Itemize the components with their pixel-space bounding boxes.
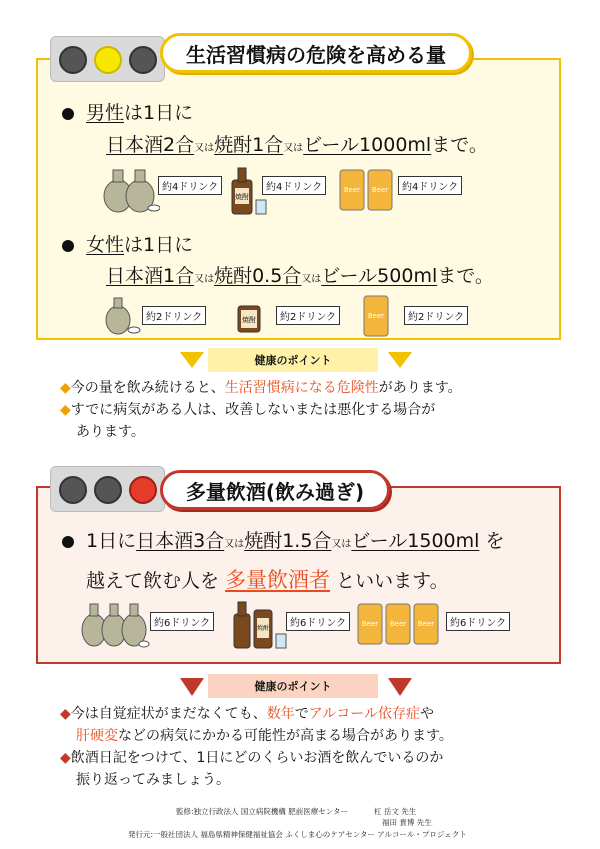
footer-supervisor: 監修:独立行政法人 国立病院機構 肥前医療センター: [176, 807, 348, 816]
diamond-icon: ◆: [60, 380, 71, 396]
heavy-drinking-definition: 越えて飲む人を 多量飲酒者 といいます。: [86, 568, 449, 592]
bullet-icon: [62, 536, 74, 548]
drink-count-label: 約6ドリンク: [446, 612, 510, 631]
svg-text:焼酎: 焼酎: [235, 193, 249, 201]
bullet-icon: [62, 108, 74, 120]
male-heading: [62, 98, 193, 125]
heavy-drinking-limit: 1日に日本酒3合又は焼酎1.5合又はビール1500ml を: [62, 526, 504, 553]
shochu-bottle-icon: [232, 596, 292, 652]
traffic-light-yellow-icon: [50, 36, 165, 82]
svg-text:Beer: Beer: [389, 620, 407, 628]
footer-doctor: 杠 岳文 先生: [374, 807, 417, 816]
point-text: ◆すでに病気がある人は、改善しないまたは悪化する場合が: [60, 402, 436, 418]
point-text: ◆今の量を飲み続けると、生活習慣病になる危険性があります。: [60, 380, 462, 396]
drink-count-label: 約6ドリンク: [150, 612, 214, 631]
female-label: 女性: [86, 234, 125, 256]
svg-text:焼酎: 焼酎: [256, 625, 270, 632]
beer-can-icon: [356, 602, 442, 648]
shochu-bottle-icon: [236, 300, 276, 336]
health-point-label: 健康のポイント: [208, 348, 378, 372]
female-heading: [62, 230, 193, 257]
svg-text:Beer: Beer: [367, 312, 385, 320]
footer-publisher: 発行元:一般社団法人 福島県精神保健福祉協会 ふくしま心のケアセンター アルコール・プロジェクト: [128, 830, 467, 839]
beer-can-icon: [338, 166, 396, 214]
point-text: 振り返ってみましょう。: [76, 772, 230, 788]
drink-count-label: 約4ドリンク: [158, 176, 222, 195]
female-shochu: 焼酎0.5合: [214, 265, 302, 287]
male-suffix: は1日に: [124, 102, 194, 124]
section2-title: 多量飲酒(飲み過ぎ): [160, 470, 390, 510]
point-text: 肝硬変などの病気にかかる可能性が高まる場合があります。: [76, 728, 453, 744]
traffic-light-red-icon: [50, 466, 165, 512]
arrow-down-icon: [388, 352, 412, 368]
svg-text:Beer: Beer: [417, 620, 435, 628]
point-text: ◆飲酒日記をつけて、1日にどのくらいお酒を飲んでいるのか: [60, 750, 444, 766]
bullet-icon: [62, 240, 74, 252]
male-limit: 日本酒2合又は焼酎1合又はビール1000mlまで。: [106, 134, 488, 156]
arrow-down-icon: [388, 678, 412, 696]
heavy-drinker-term: 多量飲酒者: [225, 568, 331, 592]
sake-bottle-icon: [80, 598, 150, 650]
female-suffix: は1日に: [124, 234, 194, 256]
health-point-label: 健康のポイント: [208, 674, 378, 698]
male-beer: ビール1000ml: [303, 134, 432, 156]
drink-count-label: 約2ドリンク: [404, 306, 468, 325]
footer-doctor: 福田 貴博 先生: [382, 818, 432, 827]
beer-can-icon: [362, 294, 392, 338]
point-text: あります。: [76, 424, 145, 440]
svg-text:焼酎: 焼酎: [242, 316, 256, 324]
female-sake: 日本酒1合: [106, 265, 195, 287]
drink-count-label: 約4ドリンク: [262, 176, 326, 195]
diamond-icon: ◆: [60, 750, 71, 766]
point-text: ◆今は自覚症状がまだなくても、数年でアルコール依存症や: [60, 706, 434, 722]
drink-count-label: 約4ドリンク: [398, 176, 462, 195]
male-label: 男性: [86, 102, 125, 124]
svg-text:Beer: Beer: [361, 620, 379, 628]
drink-count-label: 約6ドリンク: [286, 612, 350, 631]
diamond-icon: ◆: [60, 706, 71, 722]
male-shochu: 焼酎1合: [214, 134, 284, 156]
male-sake: 日本酒2合: [106, 134, 195, 156]
sake-bottle-icon: [100, 166, 160, 216]
drink-count-label: 約2ドリンク: [276, 306, 340, 325]
drink-count-label: 約2ドリンク: [142, 306, 206, 325]
arrow-down-icon: [180, 678, 204, 696]
section1-title: 生活習慣病の危険を高める量: [160, 33, 472, 73]
svg-text:Beer: Beer: [371, 186, 389, 194]
female-limit: 日本酒1合又は焼酎0.5合又はビール500mlまで。: [106, 265, 494, 287]
svg-text:Beer: Beer: [343, 186, 361, 194]
sake-bottle-icon: [102, 296, 142, 336]
arrow-down-icon: [180, 352, 204, 368]
female-beer: ビール500ml: [321, 265, 438, 287]
diamond-icon: ◆: [60, 402, 71, 418]
